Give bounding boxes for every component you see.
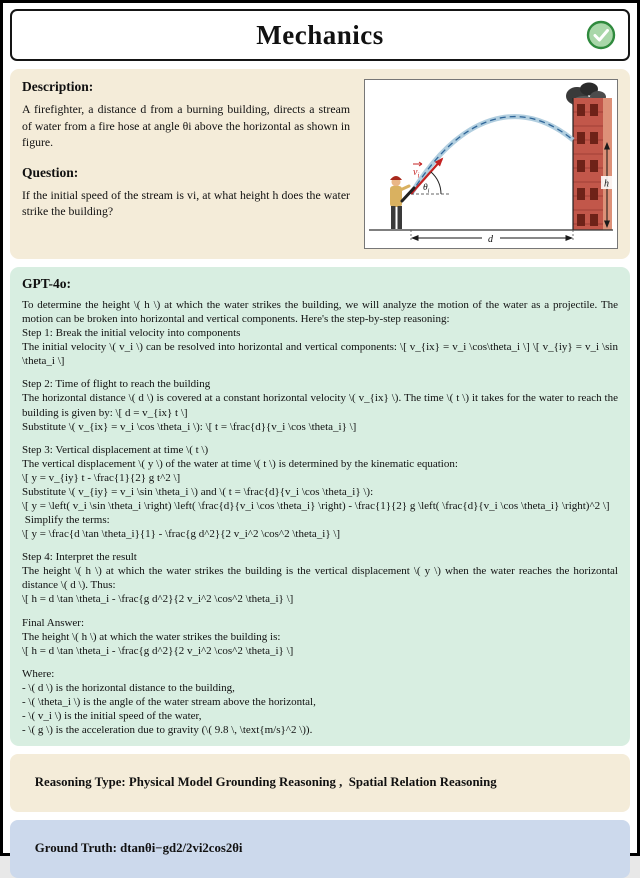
answer-paragraph [22, 434, 618, 443]
answer-paragraph: \[ h = d \tan \theta_i - \frac{g d^2}{2 v_i^2 \cos^2 \theta_i} \] [22, 644, 294, 657]
answer-paragraph: Step 1: Break the initial velocity into components [22, 327, 241, 340]
answer-paragraph: The vertical displacement \( y \) of the water at time \( t \) is determined by the kinematic equation: [22, 457, 458, 470]
firefighter [390, 176, 414, 229]
distance-dimension [411, 230, 573, 245]
answer-paragraph: Step 3: Vertical displacement at time \( t \) [22, 443, 209, 456]
answer-paragraph [22, 658, 618, 667]
answer-paragraph: - \( v_i \) is the initial speed of the water, [22, 710, 202, 723]
answer-paragraph: Step 2: Time of flight to reach the building [22, 378, 211, 391]
answer-paragraph [22, 541, 618, 550]
answer-paragraph: Substitute \( v_{ix} = v_i \cos \theta_i \): \[ t = \frac{d}{v_i \cos \theta_i} \] [22, 420, 357, 433]
gpt4o-answer-card [10, 267, 630, 746]
answer-paragraph: Final Answer: [22, 616, 85, 629]
answer-paragraph: The height \( h \) at which the water strikes the building is: [22, 630, 281, 643]
question-label: Question: [22, 164, 79, 180]
description-text: A firefighter, a distance d from a burning building, directs a stream of water from a fire hose at angle θi above the horizontal as shown in figure. [22, 102, 350, 150]
projectile-diagram [365, 80, 617, 248]
problem-figure [364, 79, 618, 249]
description-text-column [22, 79, 350, 249]
answer-paragraph: \[ y = \left( v_i \sin \theta_i \right) \left( \frac{d}{v_i \cos \theta_i} \right) - \frac{1}{2} g \left( \frac{d}{v_i \cos \theta_i} \right)^2 \] [22, 500, 610, 513]
answer-paragraph: The height \( h \) at which the water strikes the building is the vertical displacement \( y \) when the water reaches the horizontal distance \( d \). Thus: [22, 565, 621, 592]
answer-paragraph: To determine the height \( h \) at which the water strikes the building, we will analyze the motion of the water as a projectile. The motion can be broken into horizontal and vertical components. Here's the step-by-step reasoning: [22, 299, 621, 326]
answer-paragraph: Substitute \( v_{iy} = v_i \sin \theta_i \) and \( t = \frac{d}{v_i \cos \theta_i} \): [22, 485, 374, 498]
answer-paragraph: - \( \theta_i \) is the angle of the water stream above the horizontal, [22, 695, 316, 708]
page-title: Mechanics [256, 19, 384, 50]
answer-paragraph: \[ y = v_{iy} t - \frac{1}{2} g t^2 \] [22, 471, 181, 484]
answer-paragraph: Simplify the terms: [22, 514, 110, 527]
answer-paragraph [22, 607, 618, 616]
vi-label: $v_i$ [413, 167, 420, 180]
ground-truth-label: Ground Truth: [34, 841, 117, 856]
h-label: h [604, 178, 609, 190]
water-stream [411, 117, 573, 194]
question-text: If the initial speed of the stream is vi, at what height h does the water strike the building? [22, 187, 350, 219]
d-label: d [488, 234, 493, 245]
answer-paragraph: \[ h = d \tan \theta_i - \frac{g d^2}{2 v_i^2 \cos^2 \theta_i} \] [22, 593, 294, 606]
building [573, 98, 612, 230]
answer-paragraph: Step 4: Interpret the result [22, 551, 137, 564]
answer-body [22, 298, 621, 737]
header-card [10, 9, 630, 61]
answer-paragraph: \[ y = \frac{d \tan \theta_i}{1} - \frac{g d^2}{2 v_i^2 \cos^2 \theta_i} \] [22, 528, 341, 541]
answer-paragraph: The initial velocity \( v_i \) can be resolved into horizontal and vertical components: \[ v_{ix} = v_i \cos\theta_i \] \[ v_{iy} = v_i \sin \theta_i \] [22, 341, 621, 368]
answer-paragraph: The horizontal distance \( d \) is covered at a constant horizontal velocity \( v_{ix} \). The time \( t \) it takes for the water to reach the building is given by: \[ d = v_{ix} t \] [22, 392, 621, 419]
reasoning-type-label: Reasoning Type: [34, 775, 126, 790]
check-circle-svg [586, 20, 616, 50]
ground-truth-bar [10, 820, 630, 878]
answer-paragraph [22, 368, 618, 377]
reasoning-type-bar [10, 754, 630, 812]
correct-check-icon [586, 20, 616, 50]
description-card [10, 69, 630, 259]
answer-paragraph: - \( g \) is the acceleration due to gravity (\( 9.8 \, \text{m/s}^2 \)). [22, 724, 313, 737]
theta-label: $\theta_i$ [423, 183, 430, 195]
model-label: GPT-4o: [22, 276, 72, 291]
ground-truth-value: dtanθi−gd2/2vi2cos2θi [116, 841, 243, 856]
reasoning-type-value: Physical Model Grounding Reasoning , Spatial Relation Reasoning [125, 775, 497, 790]
answer-paragraph: Where: [22, 667, 55, 680]
answer-paragraph: - \( d \) is the horizontal distance to the building, [22, 681, 235, 694]
description-label: Description: [22, 79, 94, 94]
